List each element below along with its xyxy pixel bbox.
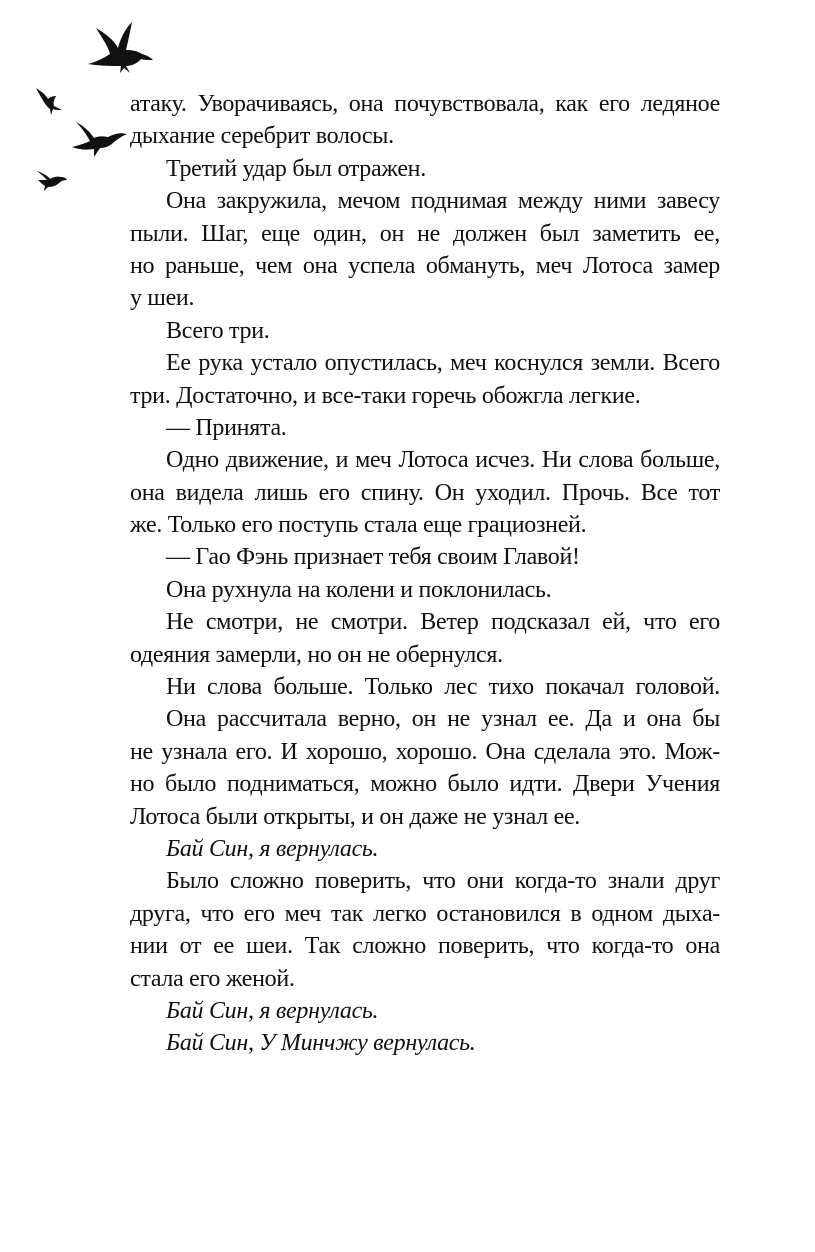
text-line: Лотоса были открыты, и он даже не узнал ее. [130,803,580,830]
text-line: — Гао Фэнь признает тебя своим Главой! [166,544,580,571]
text-line: Она рухнула на колени и поклонилась. [166,576,552,603]
text-line: Она рассчитала верно, он не узнал ее. Да и она бы [166,706,720,733]
italic-text-line: Бай Син, я вернулась. [166,835,379,862]
text-line: три. Достаточно, и все-таки горечь обожгла легкие. [130,382,641,409]
text-line: Одно движение, и меч Лотоса исчез. Ни слова больше, [166,447,720,474]
bird-silhouette-icon [34,86,64,116]
text-line: Не смотри, не смотри. Ветер подсказал ей, что его [166,609,720,636]
text-line: но раньше, чем она успела обмануть, меч Лотоса замер [130,252,720,279]
text-line: Она закружила, мечом поднимая между ними завесу [166,188,720,215]
italic-text-line: Бай Син, У Минчжу вернулась. [166,1030,476,1057]
text-line: же. Только его поступь стала еще грациозней. [130,512,587,539]
text-line: Ее рука устало опустилась, меч коснулся земли. Всего [166,350,720,377]
bird-silhouette-icon [70,120,128,160]
text-line: друга, что его меч так легко остановился в одном дыха- [130,900,720,927]
text-line: она видела лишь его спину. Он уходил. Прочь. Все тот [130,479,720,506]
bird-silhouette-icon [86,18,154,74]
text-line: стала его женой. [130,965,295,992]
text-line: не узнала его. И хорошо, хорошо. Она сделала это. Мож- [130,738,720,765]
italic-text-line: Бай Син, я вернулась. [166,997,379,1024]
text-line: Было сложно поверить, что они когда-то знали друг [166,868,720,895]
text-line: атаку. Уворачиваясь, она почувствовала, как его ледяное [130,91,720,117]
body-text [130,88,720,1060]
text-line: одеяния замерли, но он не обернулся. [130,641,503,668]
text-line: Третий удар был отражен. [166,155,426,182]
text-line: но было подниматься, можно было идти. Двери Учения [130,771,720,798]
text-line: — Принята. [166,414,287,441]
text-line: нии от ее шеи. Так сложно поверить, что когда-то она [130,933,720,960]
text-line: Ни слова больше. Только лес тихо покачал головой. [166,674,720,701]
text-line: дыхание серебрит волосы. [130,123,394,150]
text-line: Всего три. [166,317,270,344]
text-line: пыли. Шаг, еще один, он не должен был заметить ее, [130,220,720,247]
text-line: у шеи. [130,285,195,312]
bird-silhouette-icon [36,168,68,192]
